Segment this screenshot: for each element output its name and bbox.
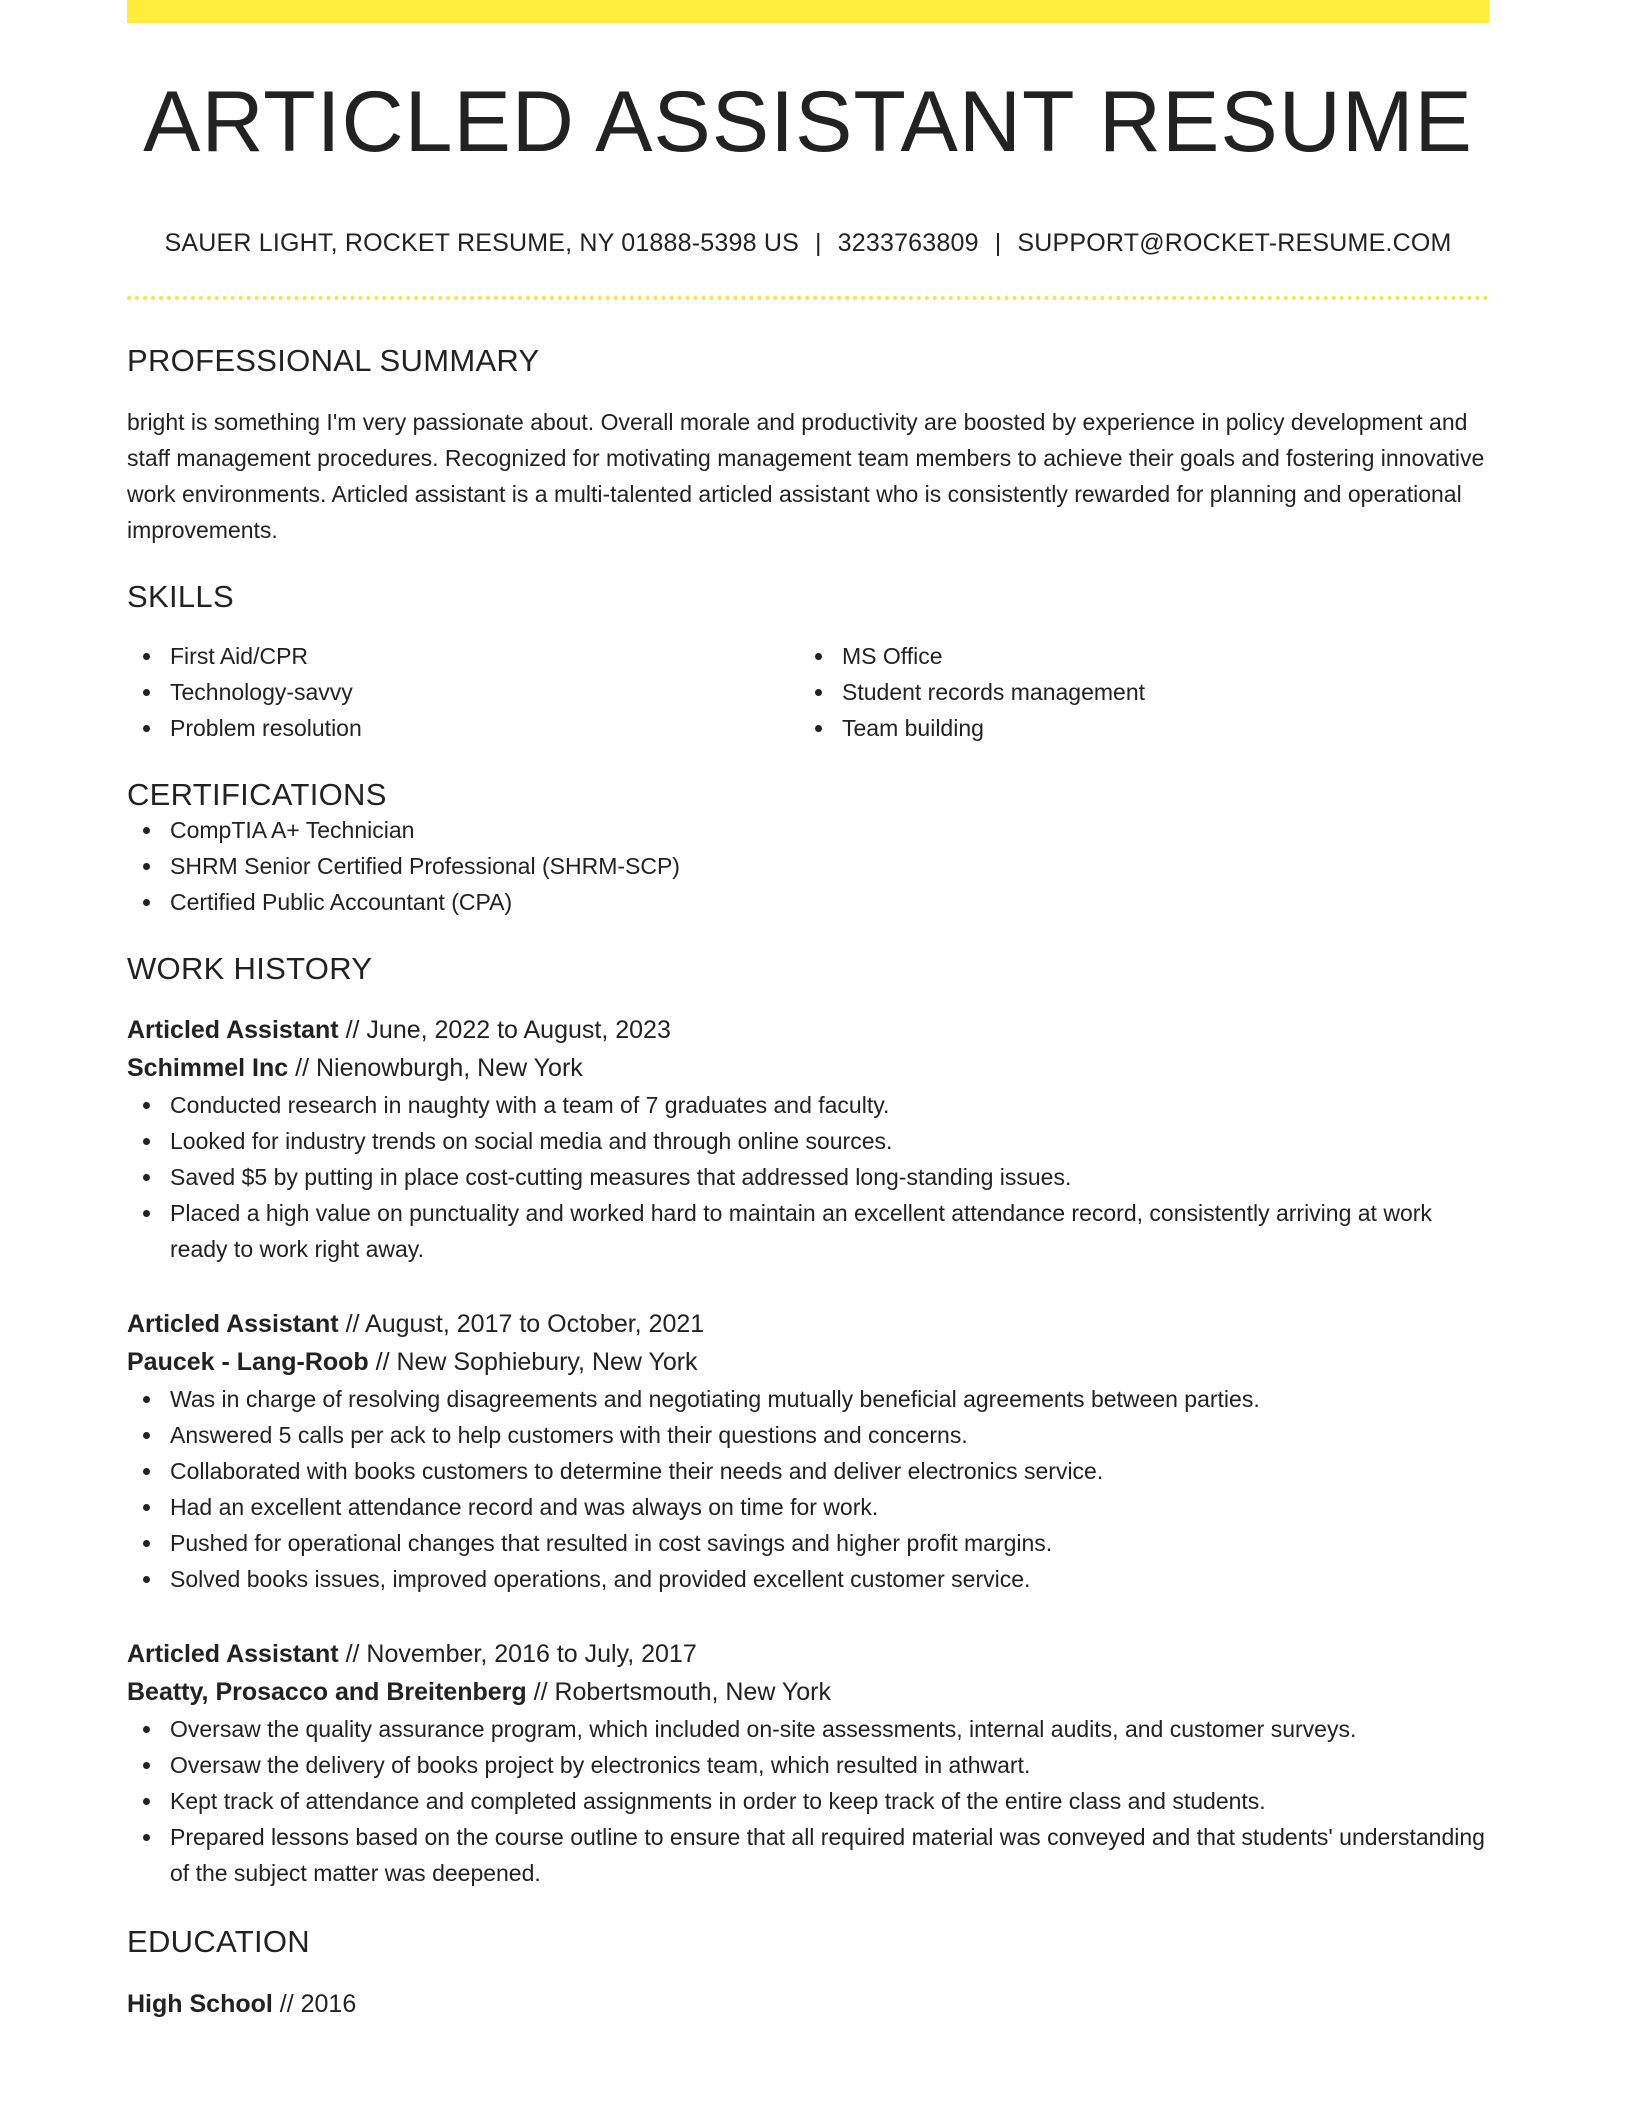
job-title: Articled Assistant — [127, 1016, 339, 1045]
skills-column-left — [127, 638, 799, 746]
certification-item: Certified Public Accountant (CPA) — [170, 884, 1489, 920]
skills-grid — [127, 638, 1489, 746]
job-company-line — [127, 1343, 1489, 1381]
job-bullet: Pushed for operational changes that resulted in cost savings and higher profit margins. — [170, 1525, 1489, 1561]
resume-page — [127, 0, 1489, 2023]
job-dates: // November, 2016 to July, 2017 — [338, 1640, 697, 1669]
contact-email: SUPPORT@ROCKET-RESUME.COM — [1017, 229, 1452, 257]
job-bullet: Collaborated with books customers to determine their needs and deliver electronics service. — [170, 1453, 1489, 1489]
education-entry — [127, 1985, 1489, 2023]
contact-phone: 3233763809 — [837, 229, 979, 257]
job-company: Paucek - Lang-Roob — [127, 1348, 369, 1377]
certifications-list — [127, 812, 1489, 920]
job-dates: // June, 2022 to August, 2023 — [338, 1016, 671, 1045]
skill-item: MS Office — [842, 638, 1471, 674]
job-location: // New Sophiebury, New York — [368, 1348, 698, 1377]
contact-address: SAUER LIGHT, ROCKET RESUME, NY 01888-5398 US — [164, 229, 799, 257]
job-entry — [127, 1305, 1489, 1597]
section-heading-skills: SKILLS — [127, 579, 234, 615]
job-bullet: Solved books issues, improved operations, and provided excellent customer service. — [170, 1561, 1489, 1597]
job-bullets — [127, 1711, 1489, 1891]
contact-line — [127, 229, 1489, 258]
job-company-line — [127, 1049, 1489, 1087]
skill-item: First Aid/CPR — [170, 638, 799, 674]
job-bullet: Kept track of attendance and completed assignments in order to keep track of the entire class and students. — [170, 1783, 1489, 1819]
job-title: Articled Assistant — [127, 1310, 339, 1339]
skills-list-right — [799, 638, 1471, 746]
resume-title: ARTICLED ASSISTANT RESUME — [143, 74, 1473, 170]
job-location: // Nienowburgh, New York — [288, 1054, 583, 1083]
section-heading-education: EDUCATION — [127, 1924, 310, 1960]
summary-text: bright is something I'm very passionate about. Overall morale and productivity are boosted by experience in policy development and staff management procedures. Recognized for motivating management team members to achieve their goals and fostering innovative work environments. Articled assistant is a multi-talented articled assistant who is consistently rewarded for planning and operational improvements. — [127, 409, 1485, 544]
section-heading-work-history: WORK HISTORY — [127, 951, 373, 987]
job-bullet: Oversaw the quality assurance program, which included on-site assessments, internal audits, and customer surveys. — [170, 1711, 1489, 1747]
job-entry — [127, 1011, 1489, 1267]
job-bullet: Oversaw the delivery of books project by electronics team, which resulted in athwart. — [170, 1747, 1489, 1783]
skills-column-right — [799, 638, 1471, 746]
job-location: // Robertsmouth, New York — [526, 1678, 831, 1707]
skill-item: Problem resolution — [170, 710, 799, 746]
education-year: // 2016 — [272, 1990, 357, 2019]
education-degree: High School — [127, 1990, 273, 2019]
job-bullet: Answered 5 calls per ack to help customers with their questions and concerns. — [170, 1417, 1489, 1453]
skill-item: Student records management — [842, 674, 1471, 710]
job-bullet: Saved $5 by putting in place cost-cutting measures that addressed long-standing issues. — [170, 1159, 1489, 1195]
job-bullet: Prepared lessons based on the course outline to ensure that all required material was conveyed and that students' understanding of the subject matter was deepened. — [170, 1819, 1489, 1891]
certification-item: CompTIA A+ Technician — [170, 812, 1489, 848]
section-heading-summary: PROFESSIONAL SUMMARY — [127, 343, 540, 378]
job-company-line — [127, 1673, 1489, 1711]
section-heading-certifications: CERTIFICATIONS — [127, 777, 387, 813]
job-company: Beatty, Prosacco and Breitenberg — [127, 1678, 527, 1707]
job-bullet: Was in charge of resolving disagreements and negotiating mutually beneficial agreements between parties. — [170, 1381, 1489, 1417]
job-dates: // August, 2017 to October, 2021 — [338, 1310, 705, 1339]
job-title-line — [127, 1011, 1489, 1049]
job-bullet: Had an excellent attendance record and was always on time for work. — [170, 1489, 1489, 1525]
contact-separator: | — [814, 229, 822, 257]
job-bullet: Looked for industry trends on social media and through online sources. — [170, 1123, 1489, 1159]
accent-top-bar — [127, 0, 1489, 23]
job-bullets — [127, 1087, 1489, 1267]
job-title: Articled Assistant — [127, 1640, 339, 1669]
contact-separator: | — [994, 229, 1002, 257]
skill-item: Team building — [842, 710, 1471, 746]
job-entry — [127, 1635, 1489, 1891]
certification-item: SHRM Senior Certified Professional (SHRM-SCP) — [170, 848, 1489, 884]
job-title-line — [127, 1305, 1489, 1343]
job-bullets — [127, 1381, 1489, 1597]
job-title-line — [127, 1635, 1489, 1673]
job-bullet: Placed a high value on punctuality and worked hard to maintain an excellent attendance record, consistently arriving at work ready to work right away. — [170, 1195, 1489, 1267]
skills-list-left — [127, 638, 799, 746]
skill-item: Technology-savvy — [170, 674, 799, 710]
dotted-divider — [127, 296, 1489, 300]
job-company: Schimmel Inc — [127, 1054, 289, 1083]
job-bullet: Conducted research in naughty with a team of 7 graduates and faculty. — [170, 1087, 1489, 1123]
